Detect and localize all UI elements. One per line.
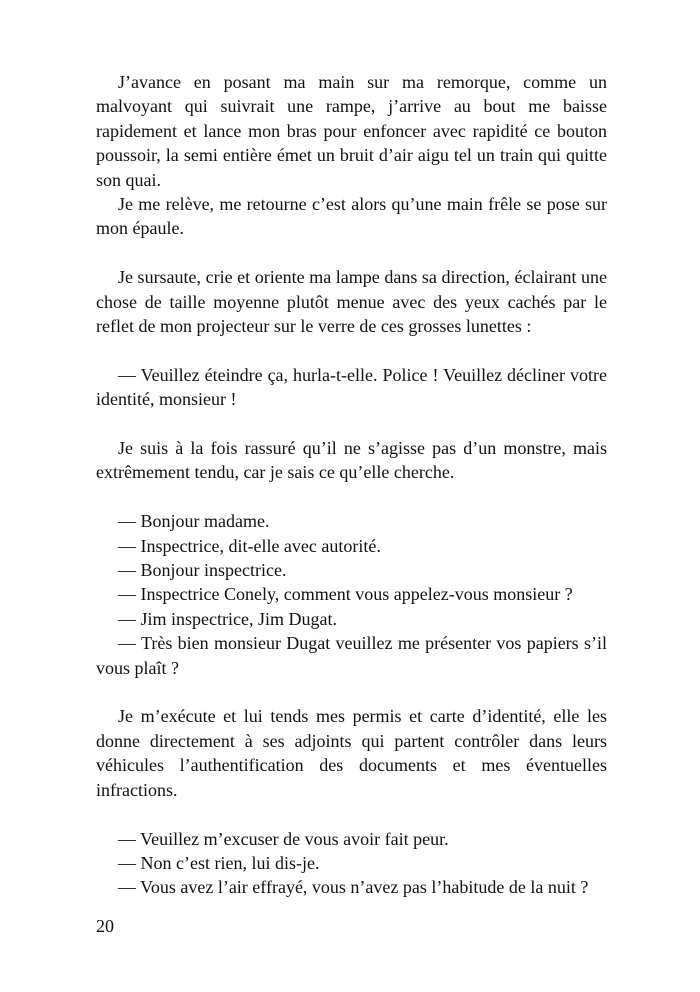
- paragraph-gap: [96, 412, 607, 436]
- paragraph: Je m’exécute et lui tends mes permis et carte d’identité, elle les donne directement à ses adjoints qui partent contrôler dans leurs véhicules l’authentification des documents et mes éventuelles infractions.: [96, 706, 607, 800]
- page-number: 20: [96, 916, 114, 936]
- dialogue-line: — Très bien monsieur Dugat veuillez me présenter vos papiers s’il vous plaît ?: [96, 633, 607, 678]
- dialogue-line: — Inspectrice Conely, comment vous appelez-vous monsieur ?: [118, 584, 573, 605]
- dialogue-line: — Veuillez m’excuser de vous avoir fait peur.: [118, 828, 449, 849]
- dialogue-line: — Jim inspectrice, Jim Dugat.: [118, 608, 337, 629]
- paragraph-gap: [96, 241, 607, 265]
- dialogue-line: — Inspectrice, dit-elle avec autorité.: [118, 535, 381, 556]
- paragraph: Je me relève, me retourne c’est alors qu’une main frêle se pose sur mon épaule.: [96, 194, 607, 239]
- paragraph: J’avance en posant ma main sur ma remorque, comme un malvoyant qui suivrait une rampe, j’arrive au bout me baisse rapidement et lance mon bras pour enfoncer avec rapidité ce bouton poussoir, la semi entière émet un bruit d’air aigu tel un train qui quitte son quai.: [96, 72, 607, 190]
- dialogue-line: — Non c’est rien, lui dis-je.: [118, 852, 320, 873]
- paragraph-gap: [96, 485, 607, 509]
- dialogue-line: — Bonjour madame.: [118, 511, 270, 532]
- paragraph-gap: [96, 338, 607, 362]
- dialogue-line: — Vous avez l’air effrayé, vous n’avez pas l’habitude de la nuit ?: [118, 877, 589, 898]
- paragraph: Je suis à la fois rassuré qu’il ne s’agisse pas d’un monstre, mais extrêmement tendu, car je sais ce qu’elle cherche.: [96, 438, 607, 483]
- paragraph-gap: [96, 680, 607, 704]
- paragraph-gap: [96, 802, 607, 826]
- page-text: [96, 70, 607, 900]
- dialogue-line: — Veuillez éteindre ça, hurla-t-elle. Police ! Veuillez décliner votre identité, monsieur !: [96, 364, 607, 410]
- paragraph: Je sursaute, crie et oriente ma lampe dans sa direction, éclairant une chose de taille moyenne plutôt menue avec des yeux cachés par le reflet de mon projecteur sur le verre de ces grosses lunettes :: [96, 267, 607, 337]
- dialogue-line: — Bonjour inspectrice.: [118, 560, 287, 581]
